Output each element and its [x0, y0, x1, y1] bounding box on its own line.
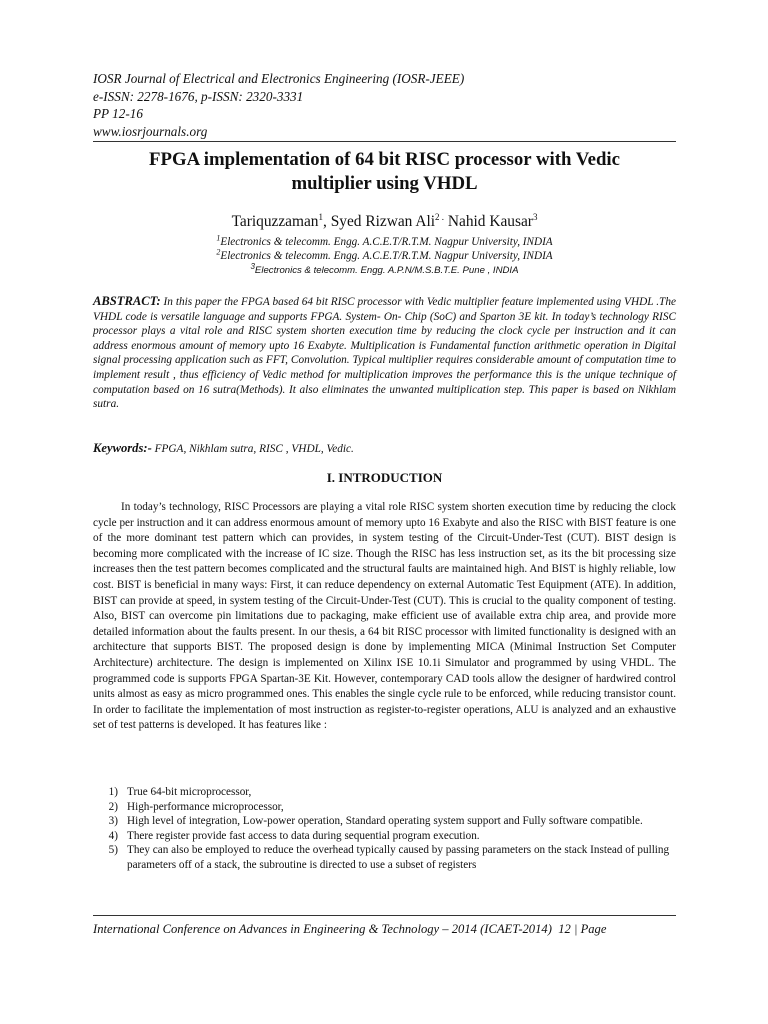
journal-name: IOSR Journal of Electrical and Electronics Engineering (IOSR-JEEE) [93, 71, 465, 86]
footer-page-word: Page [580, 922, 607, 936]
title-line-2: multiplier using VHDL [291, 173, 478, 194]
affiliation-1 [93, 233, 676, 249]
feature-list [93, 785, 676, 872]
author-list [93, 212, 676, 231]
list-item-number: 3) [108, 815, 118, 827]
author-3-sup: 3 [532, 211, 538, 222]
list-item [93, 800, 676, 815]
keywords-text: FPGA, Nikhlam sutra, RISC , VHDL, Vedic. [154, 443, 354, 455]
abstract-text: In this paper the FPGA based 64 bit RISC processor with Vedic multiplier feature implemented using VHDL .The VHDL code is versatile language and supports FPGA. System- On- Chip (SoC) and Sparton 3E kit. In today’s technology RISC processor plays a vital role and RISC system shorten execution time by reducing the clock cycle per instruction and it can address enormous amount of memory upto 16 Exabyte. Multiplication is Fundamental function arithmetic operation in Digital signal processing application such as FFT, Convolution. Typical multiplier requires considerable amount of computation time to implement result , thus efficiency of Vedic method for multiplication improves the performance this is the unique technique of computation based on 16 sutra(Methods). It also eliminates the unwanted multiplication step. This paper is based on Nikhlam sutra. [93, 296, 676, 411]
list-item-number: 2) [108, 800, 118, 813]
page-footer [93, 921, 676, 937]
list-item [93, 829, 676, 844]
keywords-label: Keywords:- [93, 441, 152, 455]
affiliation-2 [93, 247, 676, 263]
footer-page-number: 12 [558, 922, 571, 936]
list-item-text: They can also be employed to reduce the overhead typically caused by passing parameters on the stack Instead of pulling parameters off of a stack, the subroutine is directed to use a subset of registers [127, 844, 670, 871]
author-2-name: Syed Rizwan Ali [330, 213, 436, 230]
affiliation-3 [93, 261, 676, 277]
list-item-text: High-performance microprocessor, [127, 800, 284, 813]
journal-website: www.iosrjournals.org [93, 123, 208, 139]
affiliation-2-sup: 2 [216, 247, 221, 257]
author-1-sup: 1 [318, 211, 324, 222]
list-item [93, 785, 676, 800]
introduction-paragraph: In today’s technology, RISC Processors are playing a vital role RISC system shorten execution time by reducing the clock cycle per instruction and it can address enormous amount of memory upto 16 Exabyte and also the RISC with BIST feature is one of the more dominant test pattern which can provides, in system testing of the Circuit-Under-Test (CUT). BIST design is becoming more complicated with the increase of IC size. Though the RISC has less instruction set, as its the bit processing size increases then the test pattern becomes complicated and the structural faults are maintained high. And BIST is highly reliable, low cost. BIST is beneficial in many ways: First, it can reduce dependency on external Automatic Test Equipment (ATE). In addition, BIST can provide at speed, in system testing of the Circuit-Under-Test (CUT). This is crucial to the quality component of testing. Also, BIST can overcome pin limitations due to packaging, make efficient use of available extra chip area, and provide more detailed information about the faults present. In our thesis, a 64 bit RISC processor with limited functionality is designed with an architecture that supports BIST. The proposed design is done by implementing MICA (Minimal Instruction Set Computer Architecture) architecture. The design is implemented on Xilinx ISE 10.1i Simulator and programmed by using VHDL. The programmed code is supports FPGA Spartan-3E Kit. However, contemporary CAD tools allow the designer of hardwired control units almost as easy as micro programmed ones. This enables the single cycle rule to be enforced, while reducing transistor count. In order to facilitate the implementation of most instruction as register-to-register operations, ALU is analyzed and an exhaustive set of test patterns is developed. It has features like : [93, 501, 676, 732]
affiliation-1-text: Electronics & telecomm. Engg. A.C.E.T/R.T.M. Nagpur University, INDIA [220, 236, 553, 248]
list-item-text: True 64-bit microprocessor, [127, 786, 252, 798]
paper-title [93, 148, 676, 196]
author-1-name: Tariquzzaman [231, 213, 319, 230]
footer-page-separator: | [570, 922, 581, 936]
affiliation-1-sup: 1 [216, 233, 221, 243]
keywords [93, 441, 676, 457]
author-separator-1: , [323, 213, 331, 230]
list-item-text: High level of integration, Low-power operation, Standard operating system support and Fully software compatible. [127, 815, 643, 827]
title-line-1: FPGA implementation of 64 bit RISC processor with Vedic [149, 149, 620, 170]
list-item-number: 1) [108, 786, 118, 798]
affiliation-2-text: Electronics & telecomm. Engg. A.C.E.T/R.T.M. Nagpur University, INDIA [220, 250, 553, 262]
abstract [93, 294, 676, 412]
list-item-number: 4) [108, 829, 118, 842]
list-item-text: There register provide fast access to data during sequential program execution. [127, 829, 480, 842]
journal-issn: e-ISSN: 2278-1676, p-ISSN: 2320-3331 [93, 88, 304, 104]
list-item-number: 5) [108, 844, 118, 856]
journal-header [93, 70, 464, 140]
journal-pages: PP 12-16 [93, 106, 143, 121]
list-item [93, 843, 676, 872]
affiliation-3-text: Electronics & telecomm. Engg. A.P.N/M.S.B.T.E. Pune , INDIA [254, 265, 519, 276]
section-heading-introduction: I. INTRODUCTION [326, 470, 443, 485]
list-item [93, 814, 676, 829]
footer-rule [93, 915, 676, 916]
affiliation-3-sup: 3 [250, 261, 255, 271]
abstract-label: ABSTRACT: [93, 294, 161, 308]
header-rule [93, 141, 676, 142]
footer-conference: International Conference on Advances in Engineering & Technology – 2014 (ICAET-2014) [93, 922, 552, 936]
author-3-name: Nahid Kausar [447, 213, 533, 230]
author-2-sup: 2 . [435, 211, 445, 222]
